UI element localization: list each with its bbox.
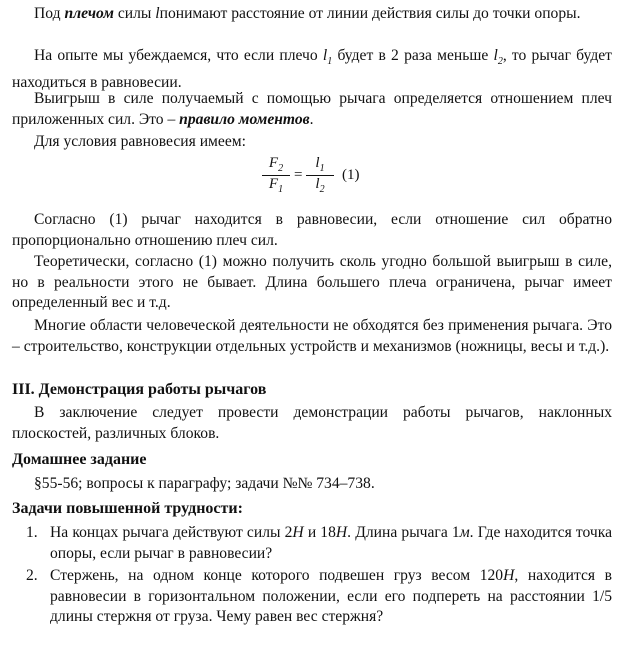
unit-newton: Н [503, 567, 515, 584]
formula-number: (1) [342, 167, 360, 183]
task-item-2 [26, 566, 612, 628]
equilibrium-formula [262, 155, 392, 203]
symbol-l: l [155, 5, 160, 22]
text: будет в 2 раза меньше [332, 47, 494, 64]
paragraph-experiment [12, 46, 612, 93]
arm-ratio [306, 155, 334, 195]
unit-newton: Н [292, 524, 304, 541]
symbol-F2: F [268, 155, 279, 171]
text: . [309, 110, 314, 128]
subscript: 2 [319, 184, 325, 195]
symbol-l2: l [315, 176, 320, 192]
symbol-l2: l [493, 47, 498, 64]
subscript: 2 [278, 163, 284, 174]
text: силы [113, 5, 156, 22]
force-ratio [262, 155, 290, 195]
subscript: 1 [319, 163, 325, 174]
text: , то рычаг будет находиться в равновесии. [12, 47, 612, 91]
subscript: 2 [497, 56, 503, 68]
task-number: 2. [26, 567, 38, 584]
text: Стержень, на одном конце которого подвешен груз весом 120 [50, 567, 504, 584]
advanced-tasks-heading: Задачи повышенной трудности: [12, 500, 243, 517]
text: . Где находится точка опоры, если рычаг в равновесии? [50, 524, 612, 562]
text: и 18 [303, 524, 336, 541]
paragraph-equilibrium-condition: Согласно (1) рычаг находится в равновесии, если отношение сил обратно пропорционально отношению плеч сил. [12, 211, 612, 249]
symbol-l1: l [315, 155, 320, 171]
text: . Длина рычага 1 [347, 524, 460, 541]
paragraph-demonstration: В заключение следует провести демонстрации работы рычагов, наклонных плоскостей, различных блоков. [12, 404, 612, 442]
equals-sign: = [294, 167, 303, 183]
term-lever-arm: плечом [64, 5, 114, 22]
paragraph-equilibrium-intro: Для условия равновесия имеем: [34, 133, 246, 150]
section-heading-demonstration: III. Демонстрация работы рычагов [12, 381, 267, 398]
paragraph-applications: Многие области человеческой деятельности не обходятся без применения рычага. Это – строительство, конструкции отдельных устройств и механизмов (ножницы, весы и т.д.). [12, 317, 612, 355]
paragraph-lever-arm-definition [12, 4, 612, 25]
homework-text: §55-56; вопросы к параграфу; задачи №№ 734–738. [34, 475, 375, 492]
homework-heading: Домашнее задание [12, 451, 147, 468]
text: понимают расстояние от линии действия силы до точки опоры. [159, 5, 581, 22]
task-number: 1. [26, 524, 38, 541]
paragraph-moment-rule [12, 89, 612, 130]
subscript: 1 [278, 184, 284, 195]
symbol-F1: F [268, 176, 279, 192]
text: Под [34, 5, 65, 22]
term-moment-rule: правило моментов [179, 110, 310, 128]
unit-newton: Н [335, 524, 348, 541]
text: , находится в равновесии в горизонтальном положении, если его подпереть на расстоянии 1/5 длины стержня от груза. Чему равен вес стержня? [50, 567, 612, 625]
paragraph-theory: Теоретически, согласно (1) можно получить сколь угодно большой выигрыш в силе, но в реальности этого не бывает. Длина большего плеча ограничена, рычаг имеет определенный вес и т.д. [12, 253, 612, 311]
unit-meter: м [459, 524, 470, 541]
subscript: 1 [327, 56, 333, 68]
text: На концах рычага действуют силы 2 [50, 524, 293, 541]
text: На опыте мы убеждаемся, что если плечо [34, 47, 323, 64]
task-item-1 [26, 523, 612, 564]
symbol-l1: l [322, 47, 328, 64]
text: Выигрыш в силе получаемый с помощью рычага определяется отношением плеч приложенных сил. Это – [12, 90, 612, 128]
